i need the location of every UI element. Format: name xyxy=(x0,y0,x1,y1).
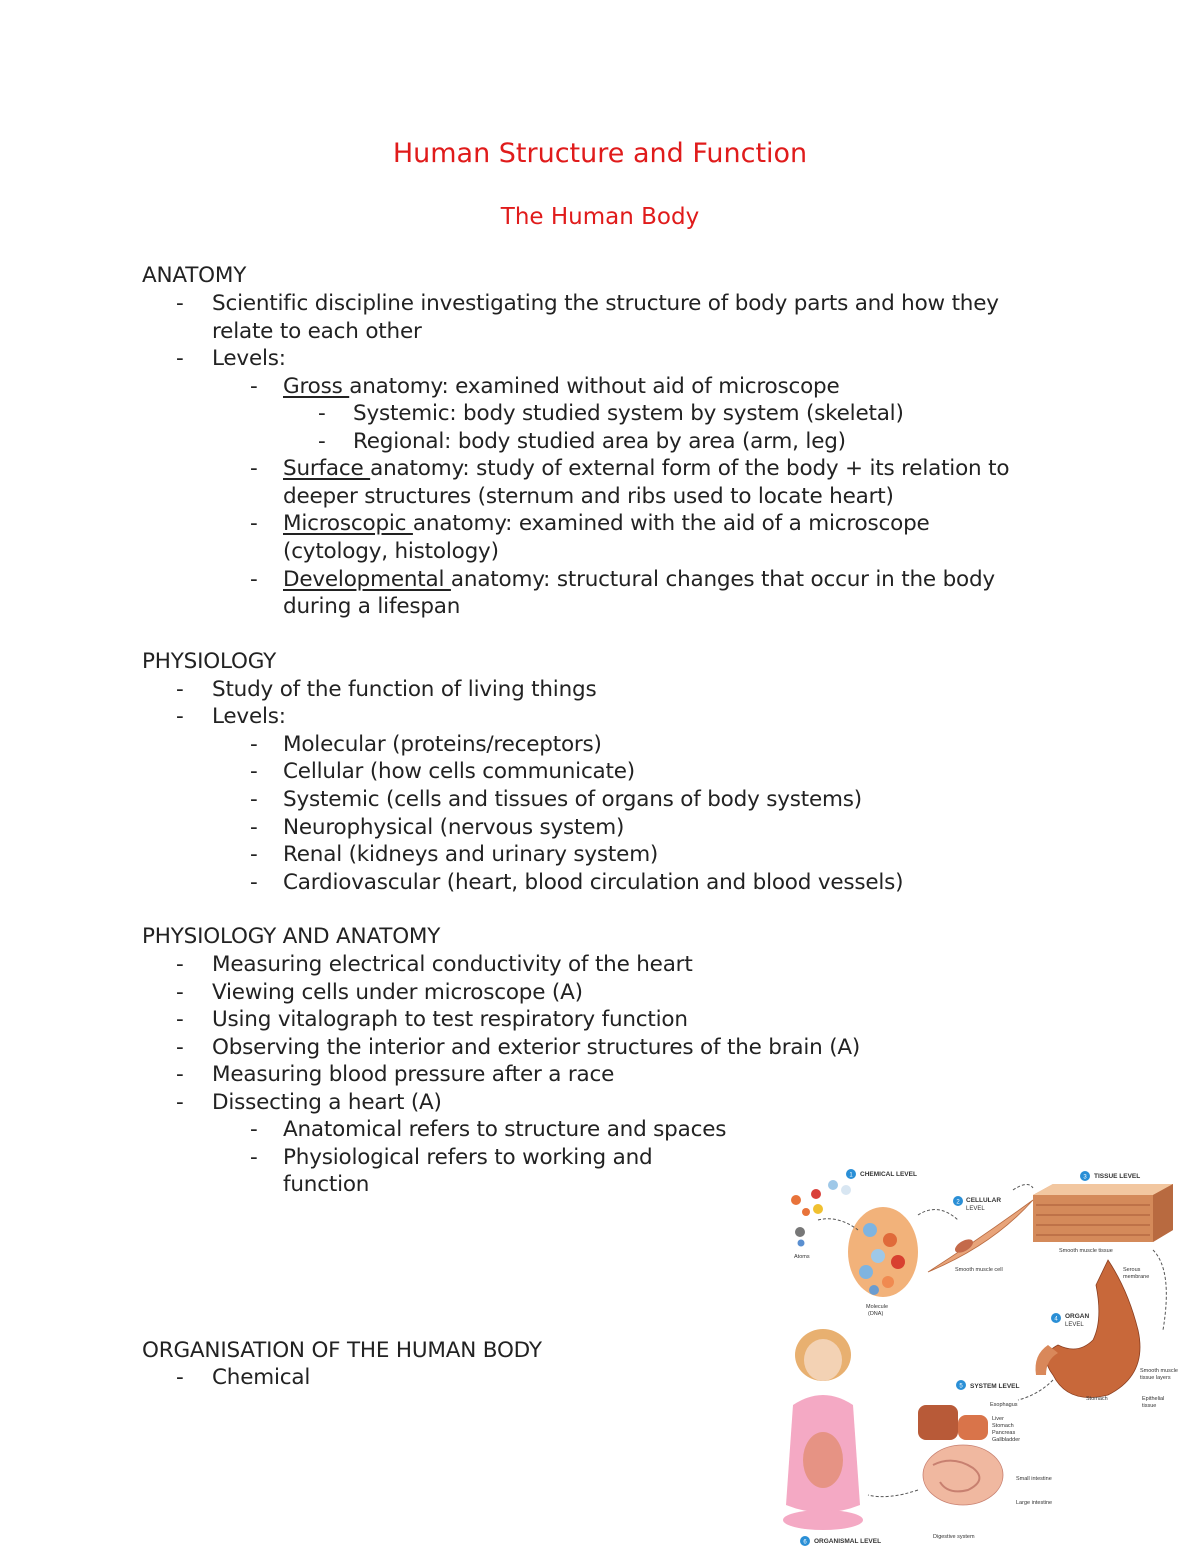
molecule-dna-illustration xyxy=(848,1207,918,1317)
bullet-dash: - xyxy=(250,511,258,536)
list-item: Measuring electrical conductivity of the heart xyxy=(212,952,693,977)
badge-chemical-level xyxy=(846,1169,917,1179)
list-item-continuation: during a lifespan xyxy=(283,594,461,619)
bullet-dash: - xyxy=(176,704,184,729)
bullet-dash: - xyxy=(250,732,258,757)
list-item xyxy=(283,510,930,538)
svg-text:5: 5 xyxy=(959,1383,963,1390)
svg-text:Stomach: Stomach xyxy=(992,1423,1014,1429)
underlined-term: Surface xyxy=(283,456,371,481)
list-item: Renal (kidneys and urinary system) xyxy=(283,842,659,867)
list-item: Scientific discipline investigating the structure of body parts and how they xyxy=(212,291,999,316)
bullet-dash: - xyxy=(250,787,258,812)
underlined-term: Developmental xyxy=(283,567,451,592)
svg-text:Pancreas: Pancreas xyxy=(992,1430,1016,1436)
svg-text:membrane: membrane xyxy=(1123,1274,1150,1280)
svg-text:TISSUE LEVEL: TISSUE LEVEL xyxy=(1094,1173,1141,1180)
svg-text:CELLULAR: CELLULAR xyxy=(966,1197,1002,1204)
list-item: Cardiovascular (heart, blood circulation and blood vessels) xyxy=(283,870,904,895)
bullet-dash: - xyxy=(250,870,258,895)
list-item: Chemical xyxy=(212,1365,311,1390)
svg-text:SYSTEM LEVEL: SYSTEM LEVEL xyxy=(970,1383,1020,1390)
badge-cellular-level xyxy=(953,1196,1001,1212)
svg-text:Serous: Serous xyxy=(1123,1267,1141,1273)
svg-text:tissue: tissue xyxy=(1142,1403,1157,1409)
svg-text:6: 6 xyxy=(803,1539,807,1546)
list-item: Systemic: body studied system by system (skeletal) xyxy=(353,401,904,426)
svg-text:LEVEL: LEVEL xyxy=(1065,1322,1084,1328)
list-item: Viewing cells under microscope (A) xyxy=(212,980,583,1005)
physiology-heading: PHYSIOLOGY xyxy=(142,649,277,674)
list-item: Physiological refers to working and xyxy=(283,1145,653,1170)
organisation-heading: ORGANISATION OF THE HUMAN BODY xyxy=(142,1338,542,1363)
bullet-dash: - xyxy=(176,952,184,977)
bullet-dash: - xyxy=(250,1145,258,1170)
list-item: Systemic (cells and tissues of organs of body systems) xyxy=(283,787,862,812)
svg-text:2: 2 xyxy=(956,1199,960,1206)
bullet-dash: - xyxy=(176,346,184,371)
term-description: anatomy: examined without aid of microscope xyxy=(349,374,840,399)
smooth-muscle-tissue-illustration xyxy=(1033,1184,1173,1254)
svg-text:(DNA): (DNA) xyxy=(868,1311,884,1317)
svg-text:Stomach: Stomach xyxy=(1086,1396,1108,1402)
list-item: Using vitalograph to test respiratory function xyxy=(212,1007,688,1032)
list-item: Observing the interior and exterior structures of the brain (A) xyxy=(212,1035,861,1060)
svg-text:Smooth muscle cell: Smooth muscle cell xyxy=(955,1267,1003,1273)
bullet-dash: - xyxy=(250,374,258,399)
list-item: Measuring blood pressure after a race xyxy=(212,1062,615,1087)
svg-text:Gallbladder: Gallbladder xyxy=(992,1437,1021,1443)
svg-text:ORGAN: ORGAN xyxy=(1065,1313,1090,1320)
document-title: Human Structure and Function xyxy=(392,138,808,169)
list-item: Dissecting a heart (A) xyxy=(212,1090,442,1115)
bullet-dash: - xyxy=(250,759,258,784)
term-description: anatomy: study of external form of the body + its relation to xyxy=(370,456,1010,481)
svg-text:LEVEL: LEVEL xyxy=(966,1206,985,1212)
svg-text:Large intestine: Large intestine xyxy=(1016,1500,1053,1506)
bullet-dash: - xyxy=(176,291,184,316)
list-item: Molecular (proteins/receptors) xyxy=(283,732,602,757)
list-item: Cellular (how cells communicate) xyxy=(283,759,635,784)
svg-text:4: 4 xyxy=(1054,1316,1058,1323)
bullet-dash: - xyxy=(318,401,326,426)
list-item: Study of the function of living things xyxy=(212,677,597,702)
svg-text:Esophagus: Esophagus xyxy=(990,1402,1018,1408)
list-item-continuation: relate to each other xyxy=(212,319,422,344)
bullet-dash: - xyxy=(250,1117,258,1142)
bullet-dash: - xyxy=(250,842,258,867)
underlined-term: Gross xyxy=(283,374,350,399)
underlined-term: Microscopic xyxy=(283,511,413,536)
svg-text:Smooth muscle tissue: Smooth muscle tissue xyxy=(1059,1248,1113,1254)
term-description: anatomy: examined with the aid of a microscope xyxy=(412,511,930,536)
list-item: Levels: xyxy=(212,346,286,371)
term-description: anatomy: structural changes that occur in the body xyxy=(450,567,995,592)
stomach-organ-illustration xyxy=(1036,1260,1178,1409)
list-item: Levels: xyxy=(212,704,286,729)
list-item xyxy=(283,455,1009,483)
list-item xyxy=(283,373,840,401)
svg-text:Molecule: Molecule xyxy=(866,1304,889,1310)
document-subtitle: The Human Body xyxy=(500,204,700,230)
atoms-illustration xyxy=(791,1180,851,1260)
svg-text:ORGANISMAL LEVEL: ORGANISMAL LEVEL xyxy=(814,1538,882,1545)
svg-text:tissue layers: tissue layers xyxy=(1140,1375,1171,1381)
phys-anat-heading: PHYSIOLOGY AND ANATOMY xyxy=(142,924,441,949)
svg-text:Digestive system: Digestive system xyxy=(933,1534,975,1540)
bullet-dash: - xyxy=(250,456,258,481)
list-item: Anatomical refers to structure and spaces xyxy=(283,1117,727,1142)
svg-text:Epithelial: Epithelial xyxy=(1142,1396,1165,1402)
badge-system-level xyxy=(956,1380,1020,1390)
svg-text:CHEMICAL LEVEL: CHEMICAL LEVEL xyxy=(860,1171,917,1178)
bullet-dash: - xyxy=(176,1035,184,1060)
bullet-dash: - xyxy=(250,567,258,592)
list-item xyxy=(283,566,995,594)
bullet-dash: - xyxy=(318,429,326,454)
list-item-continuation: (cytology, histology) xyxy=(283,539,499,564)
list-item: Regional: body studied area by area (arm, leg) xyxy=(353,429,846,454)
badge-organismal-level xyxy=(800,1536,881,1546)
digestive-system-illustration xyxy=(918,1402,1052,1540)
badge-tissue-level xyxy=(1080,1171,1140,1181)
bullet-dash: - xyxy=(176,1365,184,1390)
bullet-dash: - xyxy=(176,1007,184,1032)
svg-text:3: 3 xyxy=(1083,1174,1087,1181)
bullet-dash: - xyxy=(250,815,258,840)
badge-organ-level xyxy=(1051,1313,1090,1328)
svg-text:Smooth muscle: Smooth muscle xyxy=(1140,1368,1178,1374)
list-item: Neurophysical (nervous system) xyxy=(283,815,625,840)
anatomy-heading: ANATOMY xyxy=(142,263,247,288)
levels-of-organisation-figure xyxy=(778,1160,1183,1550)
list-item-continuation: deeper structures (sternum and ribs used to locate heart) xyxy=(283,484,894,509)
bullet-dash: - xyxy=(176,1062,184,1087)
bullet-dash: - xyxy=(176,1090,184,1115)
svg-text:Small intestine: Small intestine xyxy=(1016,1476,1052,1482)
bullet-dash: - xyxy=(176,980,184,1005)
bullet-dash: - xyxy=(176,677,184,702)
child-illustration xyxy=(783,1329,863,1530)
svg-text:1: 1 xyxy=(849,1172,853,1179)
list-item-continuation: function xyxy=(283,1172,370,1197)
svg-text:Atoms: Atoms xyxy=(794,1254,810,1260)
svg-text:Liver: Liver xyxy=(992,1416,1004,1422)
